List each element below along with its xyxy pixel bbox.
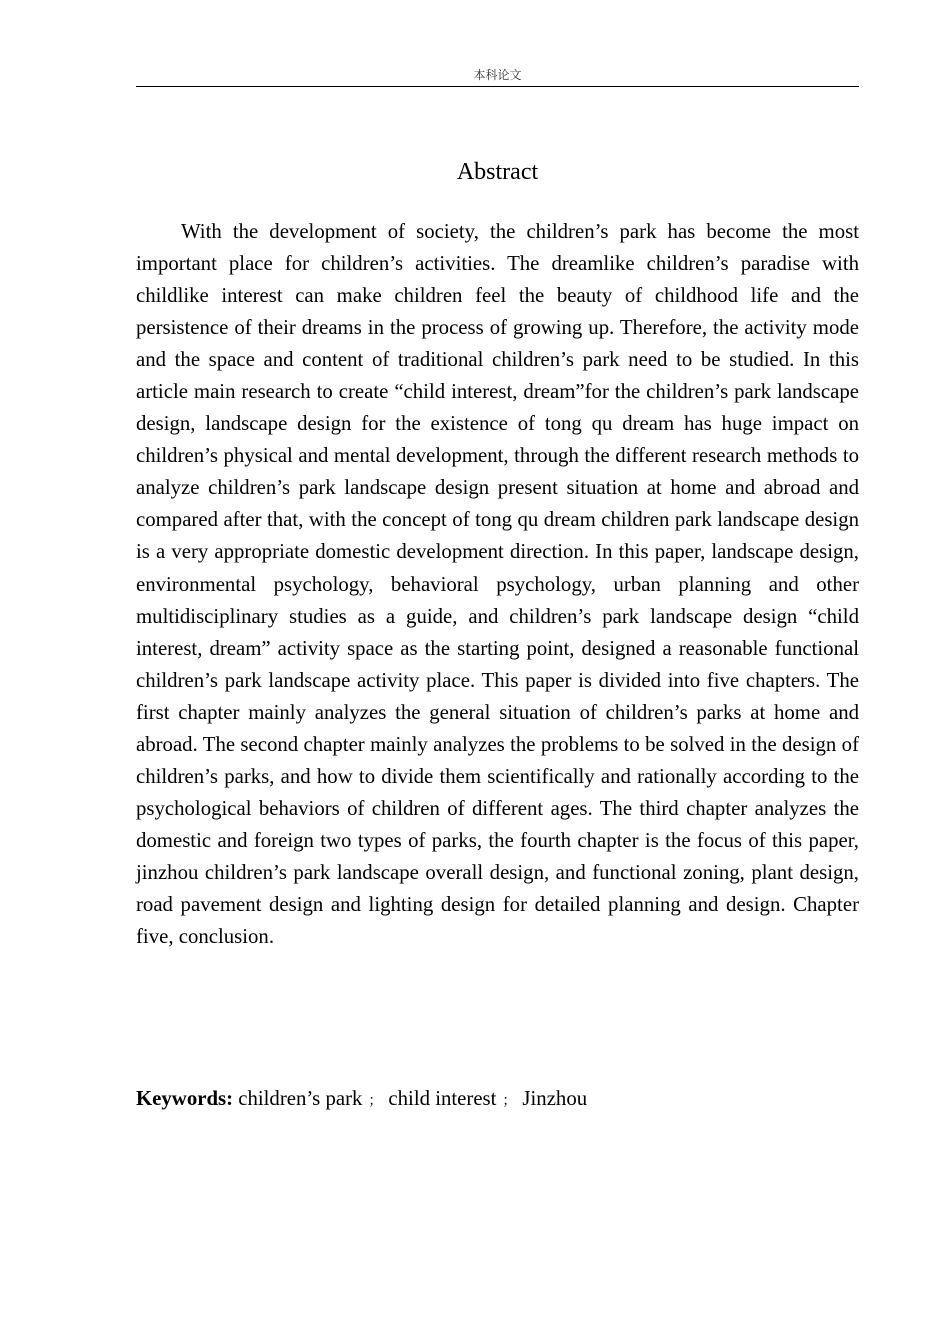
keyword-separator: ；	[502, 1093, 517, 1109]
keyword-item: Jinzhou	[522, 1087, 588, 1110]
keyword-item: children’s park	[238, 1087, 363, 1110]
abstract-body: With the development of society, the children’s park has become the most important place for children’s activities. The dreamlike children’s paradise with childlike interest can make children feel the beauty of childhood life and the persistence of their dreams in the process of growing up. Therefore, the activity mode and the space and content of traditional children’s park need to be studied. In this article main research to create “child interest, dream”for the children’s park landscape design, landscape design for the existence of tong qu dream has huge impact on children’s physical and mental development, through the different research methods to analyze children’s park landscape design present situation at home and abroad and compared after that, with the concept of tong qu dream children park landscape design is a very appropriate domestic development direction. In this paper, landscape design, environmental psychology, behavioral psychology, urban planning and other multidisciplinary studies as a guide, and children’s park landscape design “child interest, dream” activity space as the starting point, designed a reasonable functional children’s park landscape activity place. This paper is divided into five chapters. The first chapter mainly analyzes the general situation of children’s parks at home and abroad. The second chapter mainly analyzes the problems to be solved in the design of children’s parks, and how to divide them scientifically and rationally according to the psychological behaviors of children of different ages. The third chapter analyzes the domestic and foreign two types of parks, the fourth chapter is the focus of this paper, jinzhou children’s park landscape overall design, and functional zoning, plant design, road pavement design and lighting design for detailed planning and design. Chapter five, conclusion.	[136, 220, 859, 949]
keyword-separator: ；	[368, 1093, 383, 1109]
keywords-line	[136, 1083, 859, 1117]
keyword-item: child interest	[388, 1087, 497, 1110]
keywords-label: Keywords:	[136, 1087, 234, 1110]
running-header: 本科论文	[136, 66, 859, 87]
abstract-title: Abstract	[456, 159, 539, 185]
